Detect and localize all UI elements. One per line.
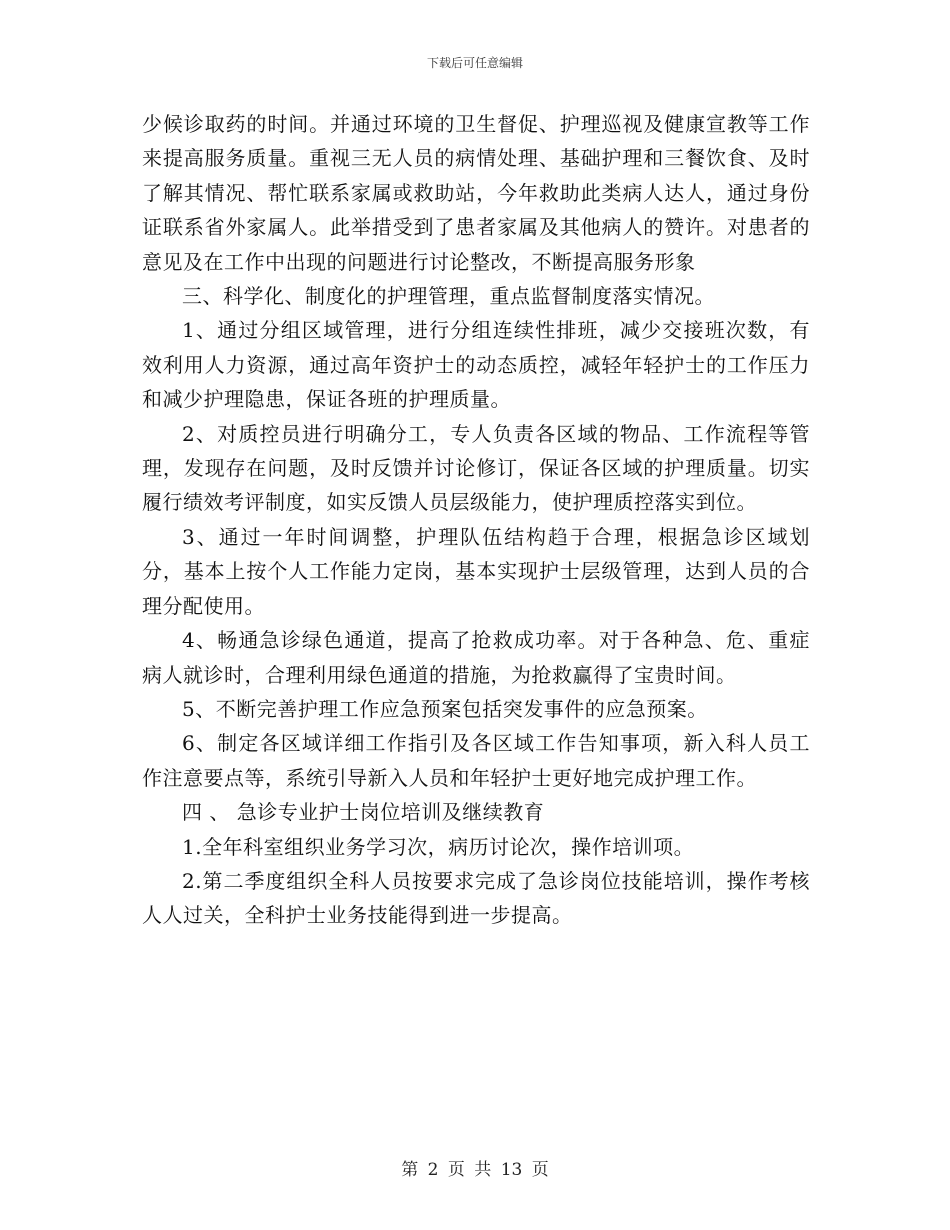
paragraph-8: 6、制定各区域详细工作指引及各区域工作告知事项，新入科人员工作注意要点等，系统引导新入人员和年轻护士更好地完成护理工作。	[142, 731, 810, 790]
paragraph-2: 三、科学化、制度化的护理管理，重点监督制度落实情况。	[182, 284, 715, 309]
document-body	[142, 107, 810, 933]
page-header: 下载后可任意编辑	[426, 56, 523, 70]
paragraph-6: 4、畅通急诊绿色通道，提高了抢救成功率。对于各种急、危、重症病人就诊时，合理利用绿色通道的措施，为抢救赢得了宝贵时间。	[142, 628, 810, 687]
paragraph-1: 少候诊取药的时间。并通过环境的卫生督促、护理巡视及健康宣教等工作来提高服务质量。重视三无人员的病情处理、基础护理和三餐饮食、及时了解其情况、帮忙联系家属或救助站，今年救助此类病人达人，通过身份证联系省外家属人。此举措受到了患者家属及其他病人的赞许。对患者的意见及在工作中出现的问题进行讨论整改，不断提高服务形象	[142, 112, 810, 274]
paragraph-7: 5、不断完善护理工作应急预案包括突发事件的应急预案。	[182, 696, 708, 721]
paragraph-10: 1.全年科室组织业务学习次，病历讨论次，操作培训项。	[182, 834, 695, 859]
paragraph-5: 3、通过一年时间调整，护理队伍结构趋于合理，根据急诊区域划分，基本上按个人工作能力定岗，基本实现护士层级管理，达到人员的合理分配使用。	[142, 524, 810, 618]
paragraph-3: 1、通过分组区域管理，进行分组连续性排班，减少交接班次数，有效利用人力资源，通过高年资护士的动态质控，减轻年轻护士的工作压力和减少护理隐患，保证各班的护理质量。	[142, 318, 810, 412]
page-footer: 第 2 页 共 13 页	[401, 1160, 549, 1180]
paragraph-4: 2、对质控员进行明确分工，专人负责各区域的物品、工作流程等管理，发现存在问题，及时反馈并讨论修订，保证各区域的护理质量。切实履行绩效考评制度，如实反馈人员层级能力，使护理质控落实到位。	[142, 421, 810, 515]
paragraph-11: 2.第二季度组织全科人员按要求完成了急诊岗位技能培训，操作考核人人过关，全科护士业务技能得到进一步提高。	[142, 868, 810, 928]
section-heading: 四 、 急诊专业护士岗位培训及继续教育	[182, 800, 545, 825]
